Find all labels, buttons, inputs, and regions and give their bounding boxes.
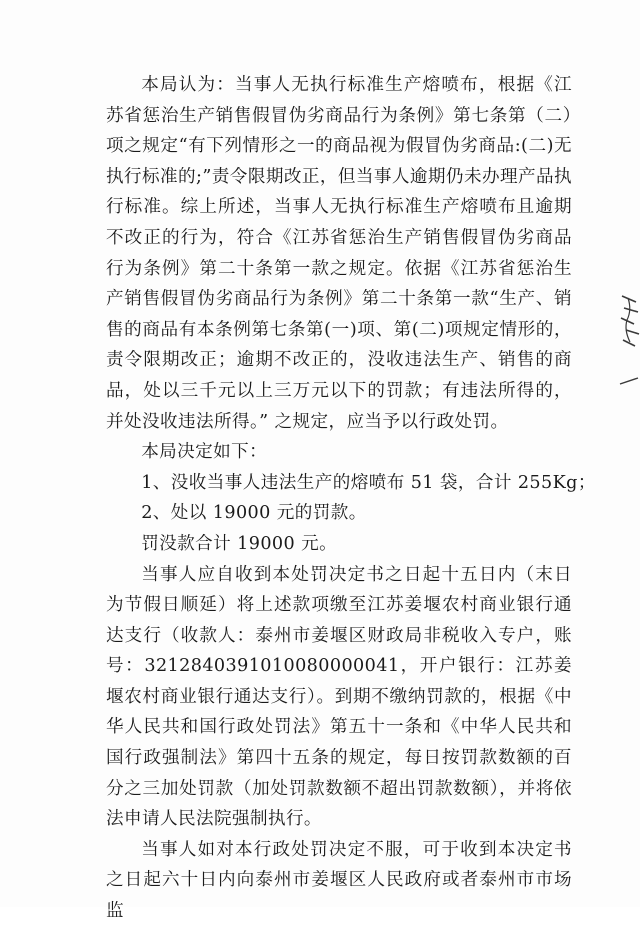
reasoning-paragraph: 本局认为：当事人无执行标准生产熔喷布，根据《江苏省惩治生产销售假冒伪劣商品行为条例》第七条第（二）项之规定“有下列情形之一的商品视为假冒伪劣商品:(二)无执行标准的;”责令限期改正，但当事人逾期仍未办理产品执行标准。综上所述，当事人无执行标准生产熔喷布且逾期不改正的行为，符合《江苏省惩治生产销售假冒伪劣商品行为条例》第二十条第一款之规定。依据《江苏省惩治生产销售假冒伪劣商品行为条例》第二十条第一款“生产、销售的商品有本条例第七条第(一)项、第(二)项规定情形的，责令限期改正；逾期不改正的，没收违法生产、销售的商品，处以三千元以上三万元以下的罚款；有违法所得的，并处没收违法所得。” 之规定，应当予以行政处罚。	[106, 75, 572, 432]
decision-intro: 本局决定如下：	[141, 442, 268, 463]
appeal-paragraph: 当事人如对本行政处罚决定不服，可于收到本决定书之日起六十日内向泰州市姜堰区人民政府或者泰州市市场监	[106, 839, 572, 922]
total-penalty-line: 罚没款合计 19000 元。	[141, 533, 338, 554]
seal-edge-mark-icon	[618, 290, 640, 350]
document-body	[106, 70, 596, 927]
payment-paragraph: 当事人应自收到本处罚决定书之日起十五日内（末日为节假日顺延）将上述款项缴至江苏姜堰农村商业银行通达支行（收款人：泰州市姜堰区财政局非税收入专户，账号：3212840391010080000041，开户银行：江苏姜堰农村商业银行通达支行）。到期不缴纳罚款的，根据《中华人民共和国行政处罚法》第五十一条和《中华人民共和国行政强制法》第四十五条的规定，每日按罚款数额的百分之三加处罚款（加处罚款数额不超出罚款数额），并将依法申请人民法院强制执行。	[106, 564, 572, 830]
decision-item-1: 1、没收当事人违法生产的熔喷布 51 袋，合计 255Kg；	[141, 472, 596, 493]
decision-item-2: 2、处以 19000 元的罚款。	[141, 503, 367, 524]
stitch-mark-icon	[618, 360, 640, 390]
